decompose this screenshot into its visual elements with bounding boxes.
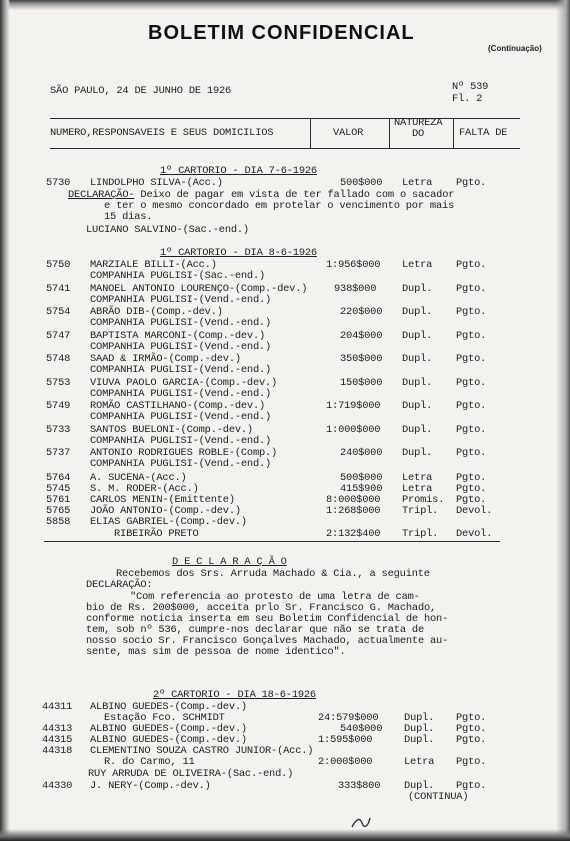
entry-type: Dupl.	[402, 330, 433, 342]
entry-number: 5737	[46, 447, 71, 459]
entry-type: Letra	[402, 483, 433, 495]
entry-value: 333$800	[338, 780, 381, 792]
entry-value: 2:000$000	[318, 756, 373, 768]
entry-value: 415$900	[340, 483, 383, 495]
entry-type: Dupl.	[402, 283, 433, 295]
entry-value: 1:595$000	[318, 734, 373, 746]
entry-type: Dupl.	[404, 734, 435, 746]
entry-endorser: RUY ARRUDA DE OLIVEIRA-(Sac.-end.)	[88, 768, 294, 780]
entry-name: ROMÃO CASTILHANO-(Comp.-dev.)	[90, 400, 266, 412]
column-divider-2	[389, 118, 390, 148]
declaration-line: tem, sob nº 536, cumpre-nos declarar que não se trata de	[86, 624, 424, 636]
entry-value: 204$000	[340, 330, 383, 342]
entry-reason: Pgto.	[456, 723, 487, 735]
entry-value: 1:000$000	[326, 424, 381, 436]
entry-number: 44318	[42, 745, 73, 757]
column-header-falta: FALTA DE	[459, 127, 508, 139]
section-heading: 1º CARTORIO - DIA 7-6-1926	[160, 165, 317, 177]
entry-name: ALBINO GUEDES-(Comp.-dev.)	[90, 701, 247, 713]
entry-reason: Pgto.	[456, 400, 487, 412]
entry-value: 1:719$000	[326, 400, 381, 412]
declaration-text-line: 15 dias.	[104, 211, 153, 223]
column-header-valor: VALOR	[333, 127, 364, 139]
entry-type: Tripl.	[402, 528, 439, 540]
entry-name: ELIAS GABRIEL-(Comp.-dev.)	[90, 516, 247, 528]
entry-name: CLEMENTINO SOUZA CASTRO JUNIOR-(Acc.)	[90, 745, 314, 757]
bulletin-number: Nº 539	[452, 81, 489, 93]
entry-name: SANTOS BUELONI-(Comp.-dev.)	[90, 424, 253, 436]
declaration-line: conforme noticia inserta em seu Boletim Confidencial de hon-	[86, 613, 449, 625]
entry-location: RIBEIRÃO PRETO	[114, 528, 199, 540]
entry-reason: Pgto.	[456, 494, 487, 506]
entry-reason: Pgto.	[456, 353, 487, 365]
entry-type: Dupl.	[402, 377, 433, 389]
entry-endorser: COMPANHIA PUGLISI-(Vend.-end.)	[90, 341, 272, 353]
entry-type: Dupl.	[402, 353, 433, 365]
entry-name: ANTONIO RODRIGUES ROBLE-(Comp.)	[90, 447, 278, 459]
entry-reason: Pgto.	[456, 780, 487, 792]
declaration-intro: Recebemos dos Srs. Arruda Machado & Cia., a seguinte	[116, 568, 430, 580]
entry-name: ALBINO GUEDES-(Comp.-dev.)	[90, 734, 247, 746]
entry-value: 938$000	[334, 283, 377, 295]
entry-type: Promis.	[402, 494, 445, 506]
entry-value: 240$000	[340, 447, 383, 459]
entry-reason: Devol.	[456, 505, 493, 517]
entry-reason: Pgto.	[456, 330, 487, 342]
entry-name: LINDOLPHO SILVA-(Acc.)	[90, 177, 223, 189]
entry-endorser: COMPANHIA PUGLISI-(Vend.-end.)	[90, 294, 272, 306]
entry-number: 5749	[46, 400, 71, 412]
entry-type: Dupl.	[402, 447, 433, 459]
column-header-natureza: NATUREZA	[394, 117, 443, 129]
entry-value: 150$000	[340, 377, 383, 389]
entry-name: JOÃO ANTONIO-(Comp.-dev.)	[90, 505, 241, 517]
entry-reason: Pgto.	[456, 447, 487, 459]
entry-endorser: COMPANHIA PUGLISI-(Vend.-end.)	[90, 317, 272, 329]
entry-number: 5765	[46, 505, 71, 517]
handwritten-mark	[350, 815, 372, 831]
entry-name: A. SUCENA-(Acc.)	[90, 472, 187, 484]
continued-note: (CONTINUA)	[408, 791, 469, 803]
entry-type: Dupl.	[402, 400, 433, 412]
entry-number: 44330	[42, 780, 73, 792]
entry-number: 5748	[46, 353, 71, 365]
entry-endorser: COMPANHIA PUGLISI-(Vend.-end.)	[90, 458, 272, 470]
entry-number: 5753	[46, 377, 71, 389]
entry-value: 1:956$000	[326, 259, 381, 271]
entry-value: 8:000$000	[326, 494, 381, 506]
declaration-line: "Com referencia ao protesto de uma letra de cam-	[130, 591, 420, 603]
entry-name: SAAD & IRMÃO-(Comp.-dev.)	[90, 353, 241, 365]
entry-endorser: COMPANHIA PUGLISI-(Vend.-end.)	[90, 411, 272, 423]
entry-value: 220$000	[340, 306, 383, 318]
entry-reason: Pgto.	[456, 259, 487, 271]
place-date: SÃO PAULO, 24 DE JUNHO DE 1926	[50, 85, 232, 97]
entry-reason: Pgto.	[456, 424, 487, 436]
entry-number: 44315	[42, 734, 73, 746]
scan-edge-right	[556, 0, 570, 841]
entry-name: CARLOS MENIN-(Emittente)	[90, 494, 235, 506]
entry-number: 5741	[46, 283, 71, 295]
entry-location: Estação Fco. SCHMIDT	[104, 712, 225, 724]
bulletin-title: BOLETIM CONFIDENCIAL	[148, 22, 415, 44]
entry-number: 44313	[42, 723, 73, 735]
entry-name: MANOEL ANTONIO LOURENÇO-(Comp.-dev.)	[90, 283, 308, 295]
continuation-label: (Continuação)	[488, 44, 542, 53]
entry-value: 1:268$000	[326, 505, 381, 517]
entry-type: Dupl.	[402, 424, 433, 436]
section-heading: 2º CARTORIO - DIA 18-6-1926	[153, 689, 316, 701]
scan-edge-top	[0, 0, 570, 10]
entry-value: 2:132$400	[326, 528, 381, 540]
entry-type: Letra	[402, 177, 433, 189]
entry-reason: Devol.	[456, 528, 493, 540]
entry-number: 5764	[46, 472, 71, 484]
table-header-top-rule	[50, 118, 520, 119]
entry-name: S. M. RODER-(Acc.)	[90, 483, 199, 495]
declaration-label: DECLARAÇÃO-	[68, 189, 135, 201]
entry-reason: Pgto.	[456, 483, 487, 495]
entry-value: 540$000	[340, 723, 383, 735]
entry-number: 5733	[46, 424, 71, 436]
entry-reason: Pgto.	[456, 472, 487, 484]
declaration-text: Deixo de pagar em vista de ter fallado com o sacador	[134, 189, 455, 201]
entry-name: J. NERY-(Comp.-dev.)	[90, 780, 211, 792]
scan-edge-bottom	[0, 829, 570, 841]
entry-name: BAPTISTA MARCONI-(Comp.-dev.)	[90, 330, 266, 342]
entry-number: 5745	[46, 483, 71, 495]
entry-endorser: COMPANHIA PUGLISI-(Vend.-end.)	[90, 364, 272, 376]
entry-reason: Pgto.	[456, 177, 487, 189]
column-header-numero: NUMERO,RESPONSAVEIS E SEUS DOMICILIOS	[50, 127, 274, 139]
entry-endorser: COMPANHIA PUGLISI-(Vend.-end.)	[90, 388, 272, 400]
sheet-number: Fl. 2	[452, 93, 483, 105]
entry-type: Dupl.	[402, 306, 433, 318]
entry-number: 5750	[46, 259, 71, 271]
entry-reason: Pgto.	[456, 756, 487, 768]
entry-location: R. do Carmo, 11	[104, 756, 195, 768]
entry-type: Letra	[402, 472, 433, 484]
declaration-text-line: e ter o mesmo concordado em protelar o vencimento por mais	[104, 200, 455, 212]
entry-value: 350$000	[340, 353, 383, 365]
entry-reason: Pgto.	[456, 712, 487, 724]
section-heading: 1º CARTORIO - DIA 8-6-1926	[160, 247, 317, 259]
entry-name: VIUVA PAOLO GARCIA-(Comp.-dev.)	[90, 377, 278, 389]
declaration-intro-label: DECLARAÇÃO:	[86, 579, 153, 591]
entry-type: Letra	[404, 756, 435, 768]
entry-type: Dupl.	[404, 723, 435, 735]
entry-number: 5747	[46, 330, 71, 342]
entry-type: Letra	[402, 259, 433, 271]
entry-name: MARZIALE BILLI-(Acc.)	[90, 259, 217, 271]
entry-type: Tripl.	[402, 505, 439, 517]
column-divider-1	[310, 118, 311, 148]
entry-number: 5761	[46, 494, 71, 506]
declaration-line: nosso socio Sr. Francisco Gonçalves Machado, actualmente au-	[86, 635, 449, 647]
entry-type: Dupl.	[404, 780, 435, 792]
entry-value: 500$000	[340, 177, 383, 189]
entry-reason: Pgto.	[456, 734, 487, 746]
column-divider-3	[453, 118, 454, 148]
entry-reason: Pgto.	[456, 283, 487, 295]
declaration-line: sente, mas sim de pessoa de nome identico".	[86, 646, 346, 658]
entry-endorser: COMPANHIA PUGLISI-(Vend.-end.)	[90, 435, 272, 447]
declaration-line: bio de Rs. 200$000, acceita prlo Sr. Francisco G. Machado,	[86, 602, 437, 614]
entry-value: 24:579$000	[318, 712, 379, 724]
entry-number: 5858	[46, 516, 71, 528]
entry-reason: Pgto.	[456, 377, 487, 389]
entry-endorser: LUCIANO SALVINO-(Sac.-end.)	[86, 224, 249, 236]
entry-name: ABRÃO DIB-(Comp.-dev.)	[90, 306, 223, 318]
entry-reason: Pgto.	[456, 306, 487, 318]
entry-number: 5730	[46, 177, 71, 189]
scan-edge-left	[0, 0, 10, 841]
declaration-heading: D E C L A R A Ç Ã O	[172, 556, 287, 568]
entry-endorser: COMPANHIA PUGLISI-(Sac.-end.)	[90, 270, 266, 282]
table-header-bottom-rule	[50, 148, 520, 149]
entry-value: 500$000	[340, 472, 383, 484]
entry-number: 5754	[46, 306, 71, 318]
entry-number: 44311	[42, 701, 73, 713]
entry-name: ALBINO GUEDES-(Comp.-dev.)	[90, 723, 247, 735]
column-header-natureza-do: DO	[412, 128, 425, 140]
entry-type: Dupl.	[404, 712, 435, 724]
entry-rule	[44, 541, 500, 542]
